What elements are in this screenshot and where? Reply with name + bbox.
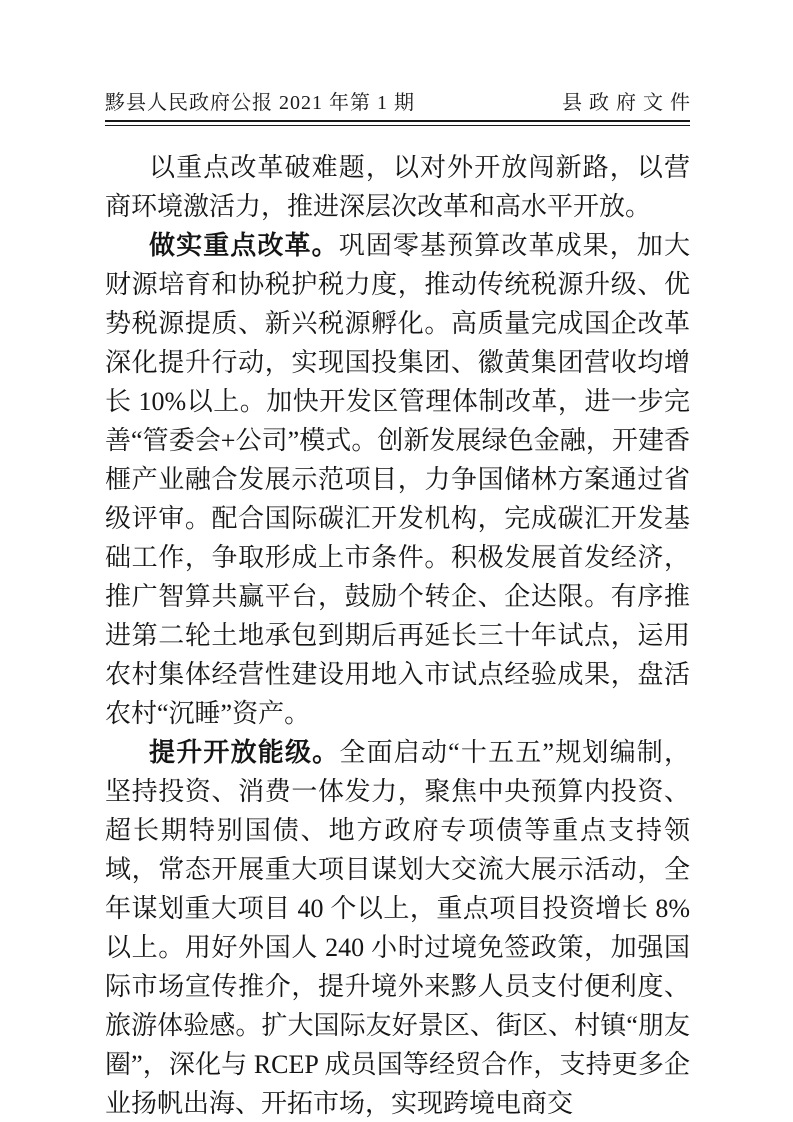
paragraph-opening [105, 733, 690, 1122]
paragraph-intro [105, 148, 690, 226]
header-divider-rule [105, 120, 690, 126]
document-body [105, 148, 690, 1122]
paragraph-reform [105, 226, 690, 733]
paragraph-reform-text: 巩固零基预算改革成果，加大财源培育和协税护税力度，推动传统税源升级、优势税源提质、新兴税源孵化。高质量完成国企改革深化提升行动，实现国投集团、徽黄集团营收均增长 10%以上。加快开发区管理体制改革，进一步完善“管委会+公司”模式。创新发展绿色金融，开建香榧产业融合发展示范项目，力争国储林方案通过省级评审。配合国际碳汇开发机构，完成碳汇开发基础工作，争取形成上市条件。积极发展首发经济，推广智算共赢平台，鼓励个转企、企达限。有序推进第二轮土地承包到期后再延长三十年试点，运用农村集体经营性建设用地入市试点经验成果，盘活农村“沉睡”资产。 [105, 231, 690, 728]
paragraph-reform-lead: 做实重点改革。 [149, 231, 339, 260]
page-header [105, 91, 697, 115]
header-section-label: 县政府文件 [562, 92, 697, 114]
paragraph-opening-lead: 提升开放能级。 [149, 738, 340, 767]
paragraph-intro-text: 以重点改革破难题，以对外开放闯新路，以营商环境激活力，推进深层次改革和高水平开放。 [105, 153, 690, 221]
header-gazette-title: 黟县人民政府公报 2021 年第 1 期 [105, 92, 415, 114]
paragraph-opening-text: 全面启动“十五五”规划编制，坚持投资、消费一体发力，聚焦中央预算内投资、超长期特别国债、地方政府专项债等重点支持领域，常态开展重大项目谋划大交流大展示活动，全年谋划重大项目 40 个以上，重点项目投资增长 8%以上。用好外国人 240 小时过境免签政策，加强国际市场宣传推介，提升境外来黟人员支付便利度、旅游体验感。扩大国际友好景区、街区、村镇“朋友圈”，深化与 RCEP 成员国等经贸合作，支持更多企业扬帆出海、开拓市场，实现跨境电商交 [105, 738, 690, 1118]
